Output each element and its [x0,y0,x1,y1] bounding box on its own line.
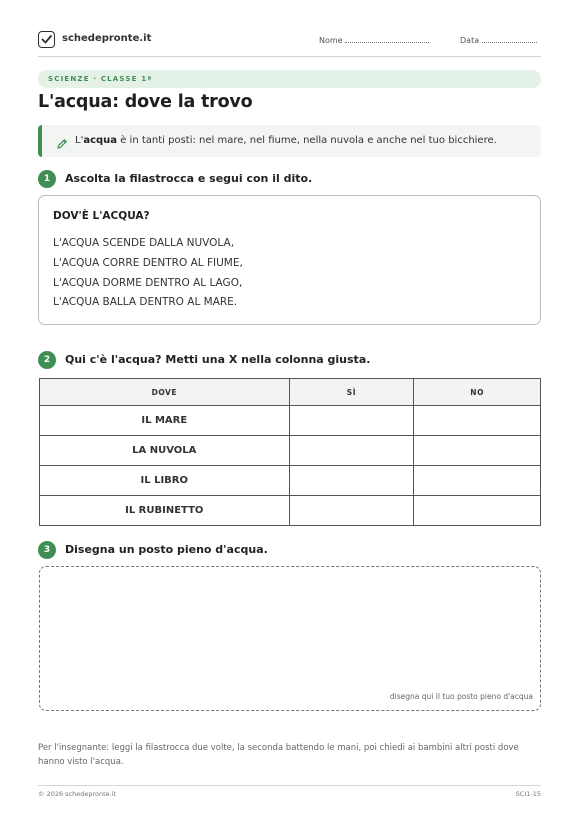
drawing-hint: disegna qui il tuo posto pieno d'acqua [389,692,533,701]
poem-title: DOV'È L'ACQUA? [53,210,150,222]
step-instruction: Qui c'è l'acqua? Metti una X nella colonna giusta. [65,353,371,366]
column-header-where: DOVE [40,379,290,406]
poem-line: L'ACQUA DORME DENTRO AL LAGO, [53,277,243,289]
column-header-no: NO [414,379,541,406]
checkbox-logo-icon [38,31,55,48]
intro-callout [38,125,541,157]
date-blank [482,35,537,43]
brand-name: schedepronte.it [62,33,152,44]
column-header-yes: SÌ [289,379,414,406]
footer-code: SCI1-15 [515,790,541,798]
step-number-badge: 2 [38,351,56,369]
step-number-badge: 3 [38,541,56,559]
intro-keyword: acqua [83,135,118,146]
subject-badge: SCIENZE · CLASSE 1ª [38,70,541,88]
table-row [40,496,541,526]
footer-divider [38,785,541,786]
place-cell: IL RUBINETTO [40,496,290,526]
step-number-badge: 1 [38,170,56,188]
answer-table [39,378,541,526]
intro-text: L'acqua è in tanti posti: nel mare, nel fiume, nella nuvola e anche nel tuo bicchiere. [75,135,497,146]
poem-box [38,195,541,325]
yes-answer-cell[interactable] [289,406,414,436]
yes-answer-cell[interactable] [289,466,414,496]
yes-answer-cell[interactable] [289,436,414,466]
no-answer-cell[interactable] [414,466,541,496]
date-label: Data [460,36,480,45]
table-row [40,436,541,466]
pencil-icon [56,135,68,154]
no-answer-cell[interactable] [414,436,541,466]
step-instruction: Ascolta la filastrocca e segui con il dito. [65,172,313,185]
table-row [40,466,541,496]
no-answer-cell[interactable] [414,406,541,436]
yes-answer-cell[interactable] [289,496,414,526]
table-header-row [40,379,541,406]
step-instruction: Disegna un posto pieno d'acqua. [65,543,268,556]
header-divider [38,56,541,57]
poem-line: L'ACQUA BALLA DENTRO AL MARE. [53,296,238,308]
page-header [38,29,541,51]
name-blank [345,35,429,43]
place-cell: IL LIBRO [40,466,290,496]
poem-line: L'ACQUA SCENDE DALLA NUVOLA, [53,237,235,249]
drawing-area[interactable] [39,566,541,711]
teacher-note: Per l'insegnante: leggi la filastrocca due volte, la seconda battendo le mani, poi chiedi ai bambini altri posti dove hanno visto l'acqua. [38,743,519,767]
poem-line: L'ACQUA CORRE DENTRO AL FIUME, [53,257,243,269]
worksheet-page [38,0,541,819]
table-row [40,406,541,436]
name-field[interactable] [319,35,429,45]
date-field[interactable] [460,35,537,45]
footer-copyright: © 2026 schedepronte.it [38,790,117,798]
name-label: Nome [319,36,343,45]
page-title: L'acqua: dove la trovo [38,92,253,112]
place-cell: IL MARE [40,406,290,436]
place-cell: LA NUVOLA [40,436,290,466]
no-answer-cell[interactable] [414,496,541,526]
